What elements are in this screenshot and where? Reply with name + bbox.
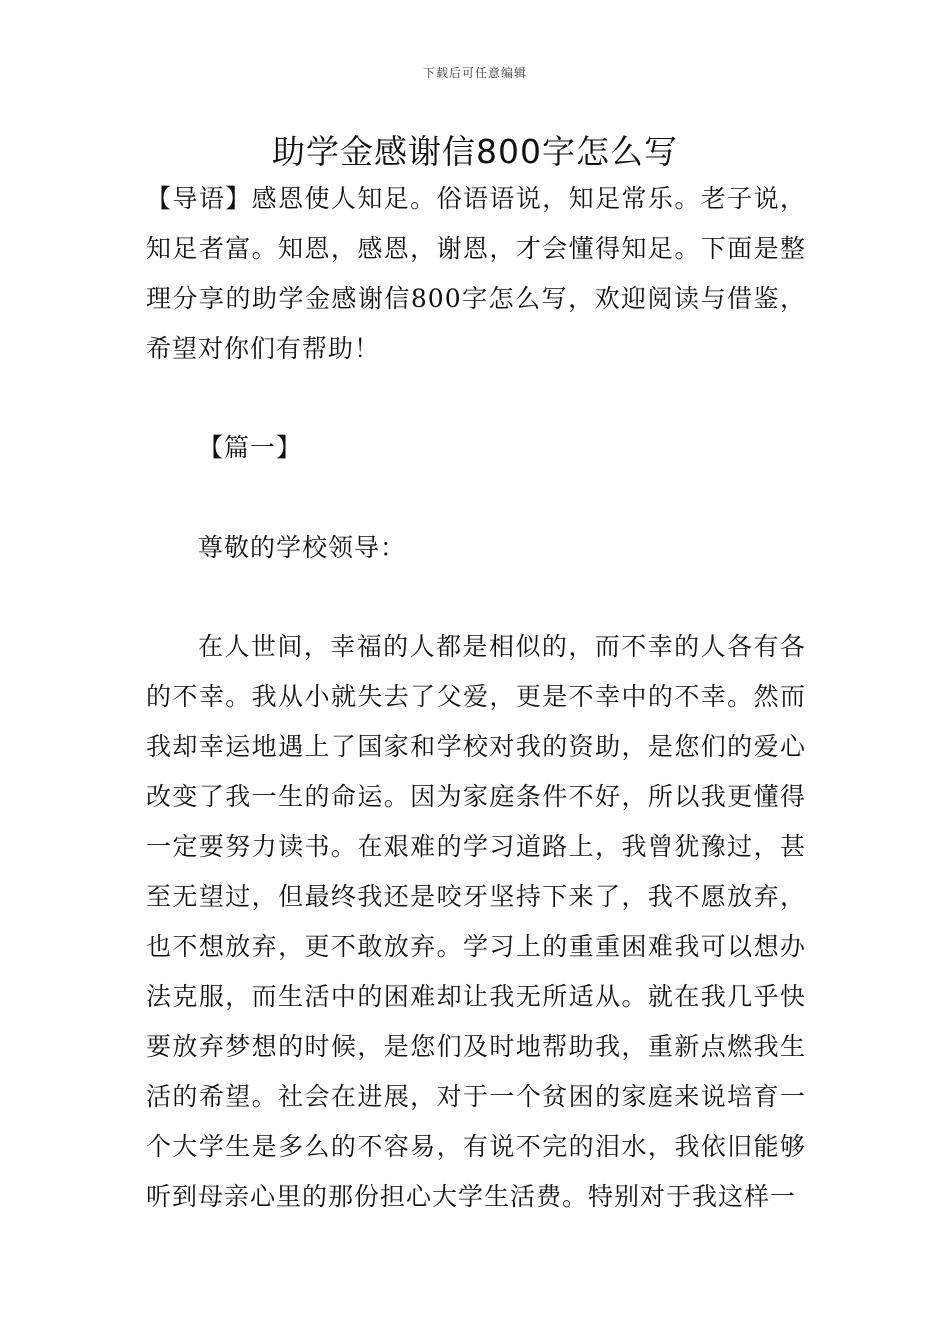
salutation: 尊敬的学校领导： (198, 533, 407, 562)
page-header-note: 下载后可任意编辑 (422, 66, 527, 80)
body-paragraph: 在人世间，幸福的人都是相似的，而不幸的人各有各的不幸。我从小就失去了父爱，更是不幸中的不幸。然而我却幸运地遇上了国家和学校对我的资助，是您们的爱心改变了我一生的命运。因为家庭条件不好，所以我更懂得一定要努力读书。在艰难的学习道路上，我曾犹豫过，甚至无望过，但最终我还是咬牙坚持下来了，我不愿放弃，也不想放弃，更不敢放弃。学习上的重重困难我可以想办法克服，而生活中的困难却让我无所适从。就在我几乎快要放弃梦想的时候，是您们及时地帮助我，重新点燃我生活的希望。社会在进展，对于一个贫困的家庭来说培育一个大学生是多么的不容易，有说不完的泪水，我依旧能够听到母亲心里的那份担心大学生活费。特别对于我这样一 (146, 632, 806, 1211)
section-heading: 【篇一】 (198, 433, 303, 462)
document-title: 助学金感谢信800字怎么写 (272, 132, 678, 171)
intro-paragraph: 【导语】感恩使人知足。俗语语说，知足常乐。老子说，知足者富。知恩，感恩，谢恩，才会懂得知足。下面是整理分享的助学金感谢信800字怎么写，欢迎阅读与借鉴，希望对你们有帮助！ (146, 184, 806, 363)
